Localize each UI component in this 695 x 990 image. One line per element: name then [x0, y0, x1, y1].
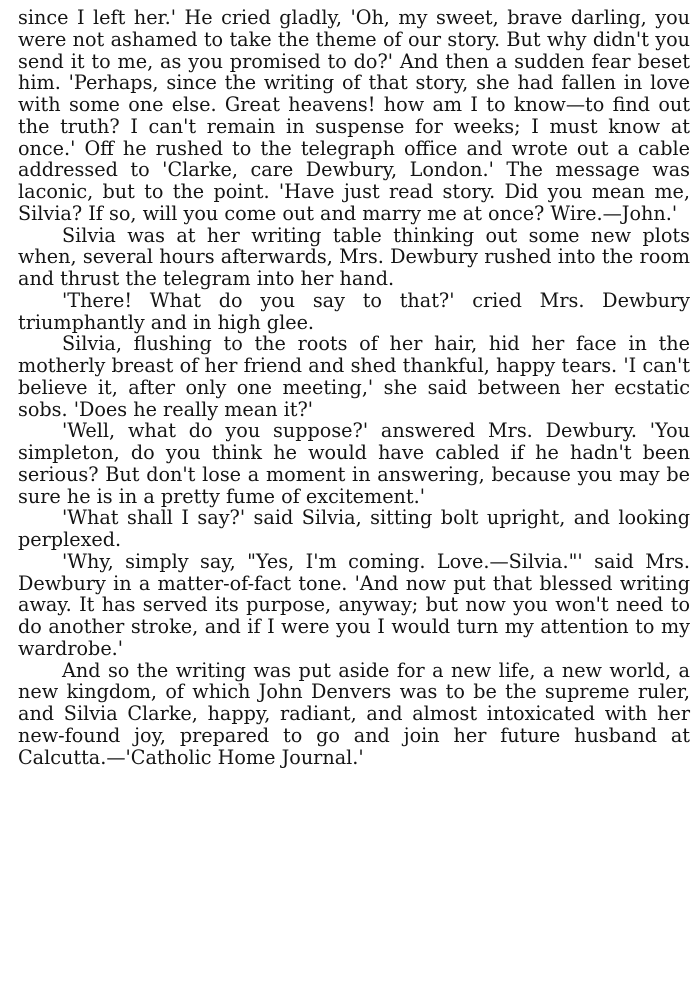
paragraph-8: And so the writing was put aside for a new life, a new world, a new kingdom, of which John Denvers was to be the supreme ruler, and Silvia Clarke, happy, radiant, and almost intoxicated with her new-found joy, prepared to go and join her future husband at Calcutta.—'Catholic Home Journal.': [18, 658, 690, 769]
paragraph-6: 'What shall I say?' said Silvia, sitting bolt upright, and looking perplexed.: [18, 506, 690, 551]
paragraph-4: Silvia, flushing to the roots of her hair, hid her face in the motherly breast of her friend and shed thankful, happy tears. 'I can't believe it, after only one meeting,' she said between her ecstatic sobs. 'Does he really mean it?': [18, 332, 690, 421]
paragraph-7: 'Why, simply say, "Yes, I'm coming. Love.—Silvia."' said Mrs. Dewbury in a matter-of-fact tone. 'And now put that blessed writing away. It has served its purpose, anyway; but now you won't need to do another stroke, and if I were you I would turn my attention to my wardrobe.': [18, 549, 690, 660]
paragraph-2: Silvia was at her writing table thinking out some new plots when, several hours afterwards, Mrs. Dewbury rushed into the room and thrust the telegram into her hand.: [18, 223, 690, 290]
paragraph-1: since I left her.' He cried gladly, 'Oh, my sweet, brave darling, you were not ashamed to take the theme of our story. But why didn't you send it to me, as you promised to do?' And then a sudden fear beset him. 'Perhaps, since the writing of that story, she had fallen in love with some one else. Great heavens! how am I to know—to find out the truth? I can't remain in suspense for weeks; I must know at once.' Off he rushed to the telegraph office and wrote out a cable addressed to 'Clarke, care Dewbury, London.' The message was laconic, but to the point. 'Have just read story. Did you mean me, Silvia? If so, will you come out and marry me at once? Wire.—John.': [18, 6, 690, 225]
paragraph-3: 'There! What do you say to that?' cried Mrs. Dewbury triumphantly and in high glee.: [18, 288, 690, 334]
paragraph-5: 'Well, what do you suppose?' answered Mrs. Dewbury. 'You simpleton, do you think he would have cabled if he hadn't been serious? But don't lose a moment in answering, because you may be sure he is in a pretty fume of excitement.': [18, 419, 690, 508]
article-column: [18, 7, 690, 768]
